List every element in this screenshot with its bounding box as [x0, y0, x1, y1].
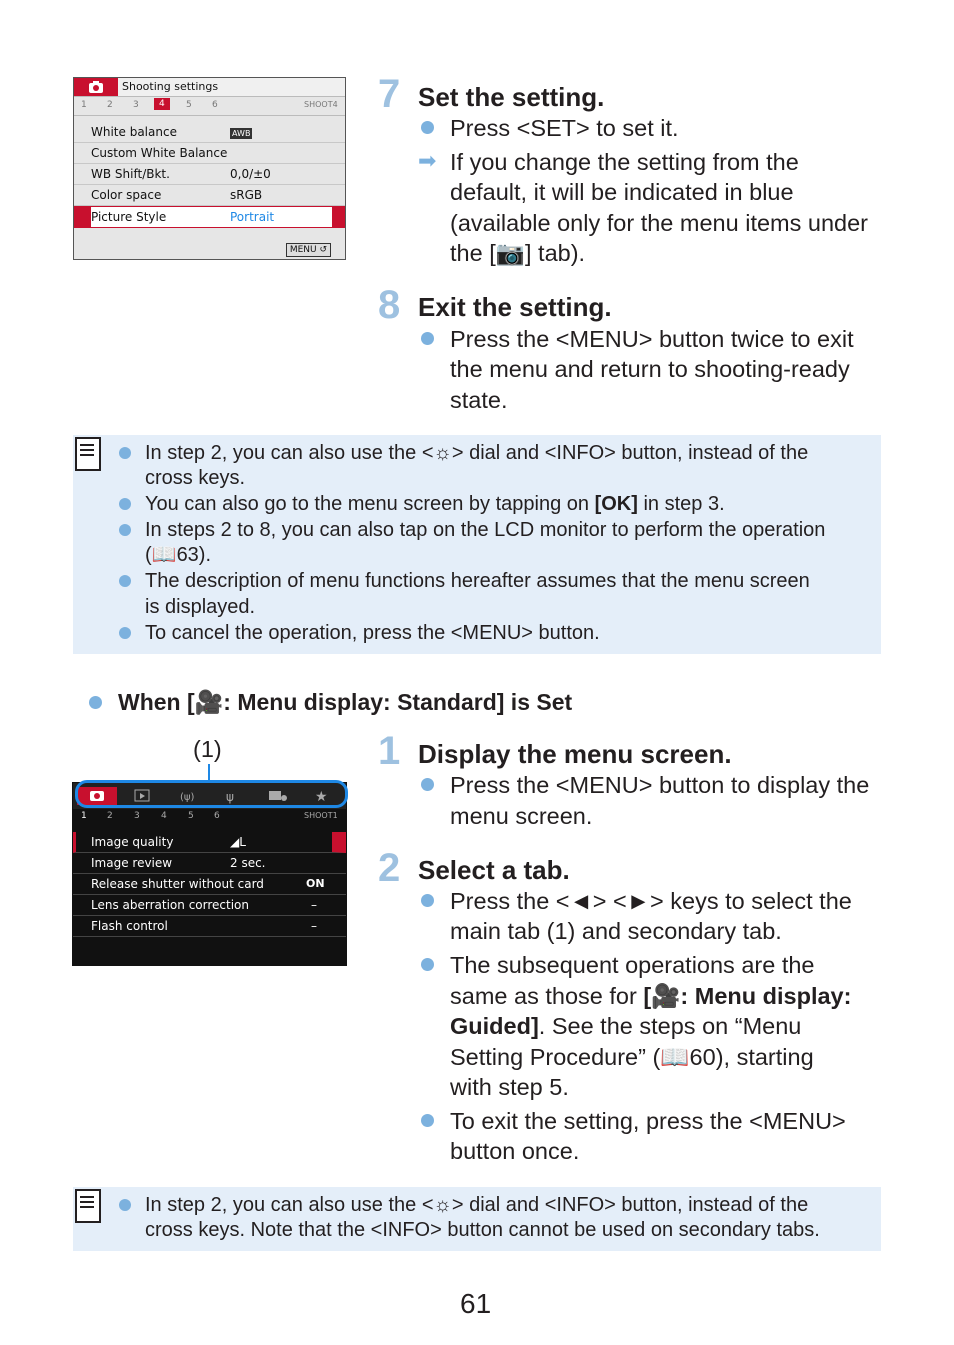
step-title: Display the menu screen. — [418, 739, 732, 769]
note-text: To cancel the operation, press the <MENU> button. — [145, 622, 600, 644]
menu-row-label: Image review — [91, 856, 173, 870]
tab-number: 1 — [81, 100, 87, 110]
step-text: main tab (1) and secondary tab. — [450, 918, 782, 944]
bullet-icon — [421, 778, 434, 791]
bullet-icon — [119, 575, 131, 587]
bullet-icon — [421, 958, 434, 971]
svg-text:ψ: ψ — [226, 790, 234, 804]
bullet-icon — [421, 894, 434, 907]
tab-number: 2 — [107, 100, 113, 110]
step-text: button once. — [450, 1138, 580, 1164]
step-text: the [📷] tab). — [450, 240, 586, 266]
tab-number-active: 4 — [154, 98, 170, 110]
step-title: Set the setting. — [418, 82, 605, 112]
menu-row-value: sRGB — [230, 188, 263, 202]
tab-code: SHOOT4 — [304, 100, 338, 109]
svg-text:(ψ): (ψ) — [180, 792, 195, 803]
svg-text:★: ★ — [315, 789, 328, 805]
tab-number-row — [74, 97, 345, 116]
menu-screenshot-shooting-settings — [73, 77, 346, 260]
step-title: Select a tab. — [418, 855, 570, 885]
tab-number: 4 — [161, 811, 167, 821]
step-text: with step 5. — [450, 1074, 569, 1100]
step-text: Press the <MENU> button twice to exit — [450, 326, 854, 352]
step-text: If you change the setting from the — [450, 149, 799, 175]
note-text: You can also go to the menu screen by tapping on [OK] in step 3. — [145, 493, 725, 515]
menu-screenshot-standard — [72, 782, 347, 966]
step-text: Press <SET> to set it. — [450, 115, 679, 141]
step-text: menu screen. — [450, 803, 593, 829]
menu-row-label: Lens aberration correction — [91, 898, 249, 912]
step-number: 7 — [378, 72, 401, 116]
note-icon — [75, 437, 101, 471]
step-text: Press the <MENU> button to display the — [450, 772, 870, 798]
menu-row-value: – — [311, 919, 317, 933]
menu-row-selected — [73, 832, 346, 853]
main-tab-highlight — [75, 780, 348, 808]
menu-row-label: Color space — [91, 188, 162, 202]
menu-row-value: 2 sec. — [230, 856, 266, 870]
bullet-icon — [119, 524, 131, 536]
menu-row — [74, 185, 345, 206]
menu-row-value — [230, 125, 252, 139]
step-text: same as those for [🎥: Menu display: — [450, 983, 852, 1009]
note-text: In step 2, you can also use the <☼> dial and <INFO> button, instead of the — [145, 442, 809, 464]
step-text: (available only for the menu items under — [450, 210, 868, 236]
bullet-icon — [421, 121, 434, 134]
menu-row — [74, 164, 345, 185]
menu-row — [73, 853, 346, 874]
menu-row-selected — [74, 206, 345, 228]
menu-row-label: White balance — [91, 125, 177, 139]
bullet-icon — [119, 1199, 131, 1211]
step-number: 8 — [378, 283, 401, 327]
menu-header — [74, 78, 345, 97]
tab-number: 5 — [188, 811, 194, 821]
menu-row-label: Custom White Balance — [91, 146, 228, 160]
note-text: The description of menu functions hereafter assumes that the menu screen — [145, 570, 810, 592]
tab-number-row — [73, 809, 346, 826]
step-number: 1 — [378, 729, 401, 773]
tab-number: 6 — [212, 100, 218, 110]
step-number: 2 — [378, 846, 401, 890]
step-text: To exit the setting, press the <MENU> — [450, 1108, 846, 1134]
note-text: cross keys. — [145, 467, 246, 489]
tab-number: 3 — [133, 100, 139, 110]
note-box — [73, 1187, 881, 1251]
note-text: is displayed. — [145, 596, 256, 618]
bullet-icon — [119, 498, 131, 510]
tab-number: 3 — [134, 811, 140, 821]
note-text: In step 2, you can also use the <☼> dial and <INFO> button, instead of the — [145, 1194, 809, 1216]
menu-row-value: ◢L — [230, 835, 246, 849]
awb-icon: AWB — [232, 129, 251, 138]
note-icon — [75, 1189, 101, 1223]
note-text: In steps 2 to 8, you can also tap on the LCD monitor to perform the operation — [145, 519, 826, 541]
step-text: default, it will be indicated in blue — [450, 179, 794, 205]
tab-number: 5 — [186, 100, 192, 110]
step-text: Press the <◄> <►> keys to select the — [450, 888, 852, 914]
note-text: cross keys. Note that the <INFO> button cannot be used on secondary tabs. — [145, 1219, 820, 1241]
bullet-icon — [421, 332, 434, 345]
menu-row-label: Picture Style — [91, 210, 167, 224]
bullet-icon — [89, 696, 102, 709]
step-text: Guided]. See the steps on “Menu — [450, 1013, 802, 1039]
menu-row — [74, 143, 345, 164]
bullet-icon — [119, 627, 131, 639]
menu-row-value: – — [311, 898, 317, 912]
menu-row-label: Flash control — [91, 919, 168, 933]
callout-label: (1) — [193, 736, 222, 762]
menu-row — [73, 916, 346, 937]
menu-row — [74, 122, 345, 143]
tab-number: 6 — [214, 811, 220, 821]
camera-tab-icon — [74, 78, 118, 96]
menu-button-indicator: MENU ↺ — [286, 243, 331, 257]
step-text: state. — [450, 387, 508, 413]
menu-row-value: Portrait — [230, 210, 275, 224]
menu-row-label: WB Shift/Bkt. — [91, 167, 170, 181]
menu-row — [73, 874, 346, 895]
menu-row-label: Release shutter without card — [91, 877, 264, 891]
tab-number: 1 — [81, 811, 87, 821]
step-title: Exit the setting. — [418, 292, 612, 322]
step-text: the menu and return to shooting-ready — [450, 356, 850, 382]
menu-row-value: ON — [306, 877, 325, 890]
menu-header-title: Shooting settings — [122, 80, 219, 93]
bullet-icon — [421, 1114, 434, 1127]
tab-code: SHOOT1 — [304, 811, 338, 820]
step-text: The subsequent operations are the — [450, 952, 815, 978]
menu-row-value: 0,0/±0 — [230, 167, 271, 181]
step-text: Setting Procedure” (📖60), starting — [450, 1044, 814, 1070]
tab-number: 2 — [107, 811, 113, 821]
note-box — [73, 435, 881, 654]
page-number: 61 — [460, 1288, 492, 1319]
menu-row-label: Image quality — [91, 835, 174, 849]
arrow-right-icon: ➡ — [418, 148, 437, 173]
bullet-icon — [119, 447, 131, 459]
menu-row — [73, 895, 346, 916]
note-text: (📖63). — [145, 544, 212, 566]
section-title: When [🎥: Menu display: Standard] is Set — [118, 689, 573, 715]
